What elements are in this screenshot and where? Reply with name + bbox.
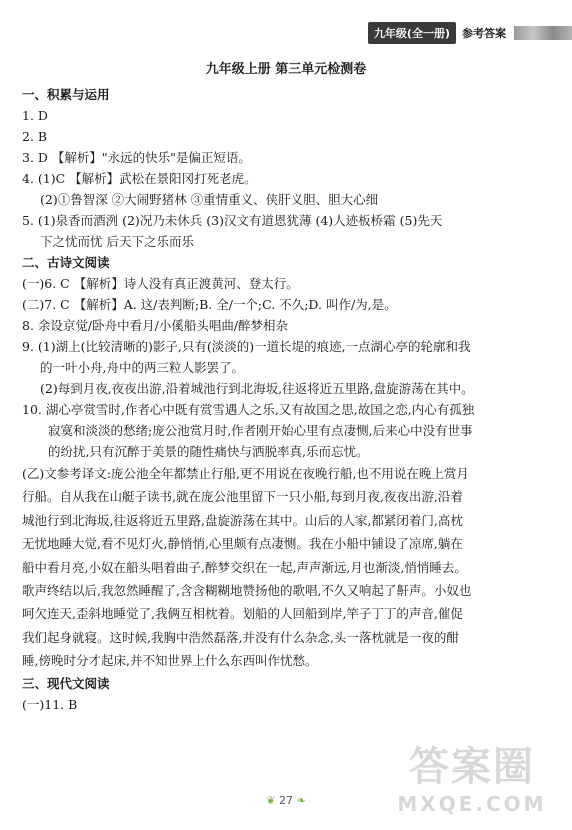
translation-passage bbox=[22, 462, 552, 673]
answer-line: 的纷扰,只有沉醉于美景的随性痛快与洒脱率真,乐而忘忧。 bbox=[48, 444, 369, 459]
watermark bbox=[382, 735, 562, 816]
leaf-left-icon: ❦ bbox=[266, 794, 276, 807]
answer-line: 寂寞和淡淡的愁绪;庞公池赏月时,作者刚开始心里有点凄恻,后来心中没有世事 bbox=[48, 423, 473, 438]
answer-line: (二)7. C 【解析】A. 这/表判断;B. 全/一个;C. 不久;D. 叫作/为,是。 bbox=[22, 297, 397, 312]
answer-line: (一)11. B bbox=[22, 696, 78, 712]
answer-line: 3. D 【解析】"永远的快乐"是偏正短语。 bbox=[22, 150, 251, 165]
answer-tail bbox=[22, 673, 552, 715]
answer-line: 8. 余设京觉/卧舟中看月/小傒船头唱曲/醉梦相杂 bbox=[22, 318, 289, 333]
page-title: 九年级上册 第三单元检测卷 bbox=[205, 62, 367, 77]
answer-line: 4. (1)C 【解析】武松在景阳冈打死老虎。 bbox=[22, 171, 257, 186]
answer-line: 下之忧而忧 后天下之乐而乐 bbox=[40, 234, 194, 249]
passage-line: 船中看月亮,小奴在船头唱着曲子,醉梦交织在一起,声声渐远,月也渐淡,悄悄睡去。 bbox=[22, 559, 467, 575]
watermark-logo: 答案圈 bbox=[409, 744, 535, 790]
answer-line: 10. 湖心亭赏雪时,作者心中既有赏雪遇人之乐,又有故国之思,故国之恋,内心有孤独 bbox=[22, 402, 475, 417]
answer-line: 9. (1)湖上(比较清晰的)影子,只有(淡淡的)一道长堤的痕迹,一点湖心亭的轮廓和我 bbox=[22, 339, 471, 354]
passage-line: 歌声终结以后,我忽然睡醒了,含含糊糊地赞扬他的歌唱,不久又响起了鼾声。小奴也 bbox=[22, 583, 472, 599]
header-decoration bbox=[514, 26, 572, 40]
answer-line: (2)①鲁智深 ②大闹野猪林 ③重情重义、侠肝义胆、胆大心细 bbox=[40, 192, 379, 207]
answer-content bbox=[22, 84, 552, 715]
header-grade-label: 九年级(全一册) bbox=[368, 22, 456, 44]
passage-line: (乙)文参考译文:庞公池全年都禁止行船,更不用说在夜晚行船,也不用说在晚上赏月 bbox=[22, 466, 469, 481]
passage-line: 我们起身就寝。这时候,我胸中浩然磊落,并没有什么杂念,头一落枕就是一夜的酣 bbox=[22, 629, 459, 645]
header-bar bbox=[368, 22, 572, 44]
header-answer-label: 参考答案 bbox=[462, 27, 506, 40]
page-number: 27 bbox=[279, 794, 293, 807]
passage-line: 城池行到北海坂,往返将近五里路,盘旋游荡在其中。山后的人家,都紧闭着门,高枕 bbox=[22, 512, 463, 528]
section-heading: 一、积累与运用 bbox=[22, 87, 110, 102]
answer-line: (2)每到月夜,夜夜出游,沿着城池行到北海坂,往返将近五里路,盘旋游荡在其中。 bbox=[40, 381, 474, 396]
leaf-right-icon: ❧ bbox=[296, 794, 306, 807]
answer-line: 1. D bbox=[22, 108, 48, 123]
answer-line: 2. B bbox=[22, 129, 48, 144]
passage-line: 睡,傍晚时分才起床,并不知世界上什么东西叫作忧愁。 bbox=[22, 653, 318, 669]
passage-line: 呵欠连天,歪斜地睡觉了,我俩互相枕着。划船的人回船到岸,竿子丁丁的声音,催促 bbox=[22, 606, 463, 622]
passage-line: 无忧地睡大觉,看不见灯火,静悄悄,心里颇有点凄恻。我在小船中铺设了凉席,躺在 bbox=[22, 536, 463, 552]
section-heading: 二、古诗文阅读 bbox=[22, 255, 110, 270]
section-heading: 三、现代文阅读 bbox=[22, 675, 110, 691]
answer-line: 5. (1)泉香而酒洌 (2)况乃未休兵 (3)汉文有道恩犹薄 (4)人迹板桥霜 (5)先天 bbox=[22, 213, 443, 228]
answer-lines bbox=[22, 84, 552, 462]
answer-line: 的一叶小舟,舟中的两三粒人影罢了。 bbox=[40, 360, 244, 375]
watermark-url: MXQE.COM bbox=[397, 792, 547, 816]
passage-line: 行船。自从我在山艇子读书,就在庞公池里留下一只小船,每到月夜,夜夜出游,沿着 bbox=[22, 489, 463, 505]
answer-line: (一)6. C 【解析】诗人没有真正渡黄河、登太行。 bbox=[22, 276, 299, 291]
